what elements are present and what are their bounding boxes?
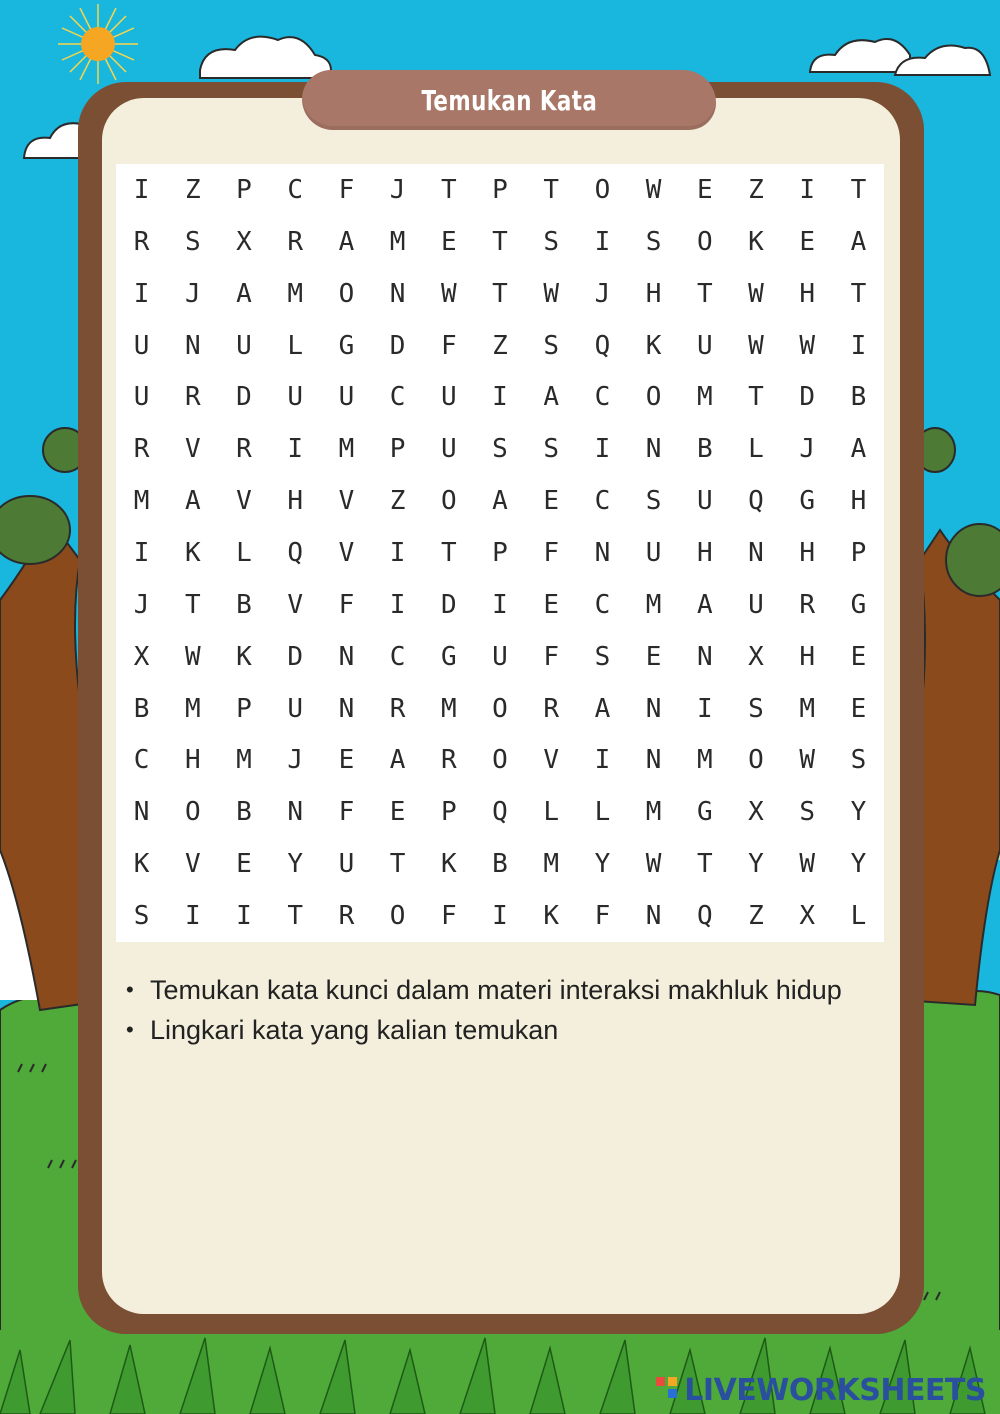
grid-cell[interactable]: F bbox=[543, 641, 560, 672]
grid-cell[interactable]: S bbox=[184, 226, 201, 257]
grid-cell[interactable]: Z bbox=[184, 174, 201, 205]
grid-cell[interactable]: O bbox=[492, 745, 508, 776]
grid-cell[interactable]: A bbox=[338, 226, 355, 257]
grid-cell[interactable]: U bbox=[696, 330, 713, 361]
grid-cell[interactable]: H bbox=[799, 641, 816, 672]
grid-cell[interactable]: H bbox=[799, 278, 816, 309]
grid-cell[interactable]: B bbox=[696, 434, 713, 465]
grid-cell[interactable]: M bbox=[799, 693, 816, 724]
grid-cell[interactable]: C bbox=[594, 486, 611, 517]
grid-cell[interactable]: H bbox=[287, 486, 304, 517]
grid-cell[interactable]: S bbox=[543, 330, 560, 361]
grid-cell[interactable]: W bbox=[748, 278, 764, 309]
grid-cell[interactable]: U bbox=[440, 382, 457, 413]
grid-cell[interactable]: U bbox=[287, 382, 304, 413]
grid-cell[interactable]: R bbox=[389, 693, 406, 724]
grid-row bbox=[116, 371, 884, 423]
grid-row bbox=[116, 838, 884, 890]
grid-cell[interactable]: N bbox=[184, 330, 201, 361]
grid-cell[interactable]: I bbox=[133, 278, 150, 309]
grid-cell[interactable]: N bbox=[645, 901, 662, 932]
grid-cell[interactable]: O bbox=[492, 693, 508, 724]
grid-cell[interactable]: M bbox=[236, 745, 252, 776]
bullet-icon: • bbox=[126, 977, 134, 1002]
grid-cell[interactable]: I bbox=[133, 537, 150, 568]
grid-cell[interactable]: B bbox=[850, 382, 867, 413]
grid-cell[interactable]: L bbox=[287, 330, 304, 361]
grid-cell[interactable]: A bbox=[543, 382, 560, 413]
grid-cell[interactable]: O bbox=[389, 901, 406, 932]
grid-row bbox=[116, 216, 884, 268]
grid-row bbox=[116, 268, 884, 320]
grid-cell[interactable]: F bbox=[338, 589, 355, 620]
grid-cell[interactable]: L bbox=[236, 537, 252, 568]
grid-cell[interactable]: P bbox=[389, 434, 406, 465]
grid-cell[interactable]: C bbox=[594, 589, 611, 620]
grid-cell[interactable]: U bbox=[696, 486, 713, 517]
grid-cell[interactable]: A bbox=[236, 278, 252, 309]
grid-cell[interactable]: V bbox=[287, 589, 304, 620]
grid-cell[interactable]: S bbox=[543, 434, 560, 465]
grid-cell[interactable]: A bbox=[594, 693, 611, 724]
grid-cell[interactable]: Q bbox=[594, 330, 611, 361]
grid-cell[interactable]: P bbox=[440, 797, 457, 828]
grid-cell[interactable]: K bbox=[184, 537, 201, 568]
grid-cell[interactable]: V bbox=[338, 537, 355, 568]
grid-cell[interactable]: N bbox=[287, 797, 304, 828]
grid-cell[interactable]: R bbox=[799, 589, 816, 620]
grid-cell[interactable]: S bbox=[799, 797, 816, 828]
grid-cell[interactable]: K bbox=[748, 226, 764, 257]
grid-cell[interactable]: I bbox=[850, 330, 867, 361]
grid-cell[interactable]: A bbox=[850, 226, 867, 257]
word-search-grid bbox=[116, 164, 884, 942]
grid-cell[interactable]: A bbox=[492, 486, 508, 517]
grid-cell[interactable]: W bbox=[748, 330, 764, 361]
grid-cell[interactable]: P bbox=[492, 537, 508, 568]
grid-cell[interactable]: T bbox=[748, 382, 764, 413]
grid-cell[interactable]: O bbox=[184, 797, 201, 828]
grid-cell[interactable]: W bbox=[440, 278, 457, 309]
grid-cell[interactable]: M bbox=[338, 434, 355, 465]
grid-cell[interactable]: I bbox=[389, 589, 406, 620]
instruction-item bbox=[126, 1010, 870, 1050]
grid-cell[interactable]: B bbox=[133, 693, 150, 724]
page-title: Temukan Kata bbox=[421, 83, 597, 117]
grid-cell[interactable]: I bbox=[696, 693, 713, 724]
grid-cell[interactable]: Y bbox=[850, 797, 867, 828]
grid-cell[interactable]: H bbox=[645, 278, 662, 309]
grid-cell[interactable]: Y bbox=[850, 849, 867, 880]
grid-row bbox=[116, 164, 884, 216]
grid-cell[interactable]: O bbox=[338, 278, 355, 309]
grid-cell[interactable]: L bbox=[748, 434, 764, 465]
liveworksheets-logo-icon bbox=[654, 1375, 680, 1405]
grid-cell[interactable]: E bbox=[236, 849, 252, 880]
grid-cell[interactable]: Q bbox=[492, 797, 508, 828]
grid-cell[interactable]: I bbox=[236, 901, 252, 932]
grid-cell[interactable]: Z bbox=[748, 901, 764, 932]
grid-cell[interactable]: M bbox=[133, 486, 150, 517]
grid-cell[interactable]: N bbox=[748, 537, 764, 568]
grid-cell[interactable]: N bbox=[338, 641, 355, 672]
grid-cell[interactable]: O bbox=[645, 382, 662, 413]
cloud-icon bbox=[200, 37, 331, 78]
grid-cell[interactable]: S bbox=[594, 641, 611, 672]
grid-cell[interactable]: M bbox=[287, 278, 304, 309]
grid-cell[interactable]: U bbox=[338, 382, 355, 413]
grid-cell[interactable]: U bbox=[492, 641, 508, 672]
grid-cell[interactable]: R bbox=[543, 693, 560, 724]
grid-cell[interactable]: L bbox=[543, 797, 560, 828]
grid-cell[interactable]: T bbox=[440, 537, 457, 568]
grid-row bbox=[116, 527, 884, 579]
instructions-list bbox=[126, 970, 870, 1050]
grid-cell[interactable]: E bbox=[338, 745, 355, 776]
grid-cell[interactable]: O bbox=[696, 226, 713, 257]
grid-cell[interactable]: M bbox=[543, 849, 560, 880]
grid-cell[interactable]: T bbox=[492, 278, 508, 309]
grid-cell[interactable]: P bbox=[236, 174, 252, 205]
grid-row bbox=[116, 579, 884, 631]
grid-cell[interactable]: E bbox=[850, 641, 867, 672]
grid-cell[interactable]: Z bbox=[492, 330, 508, 361]
grid-cell[interactable]: T bbox=[696, 849, 713, 880]
grid-cell[interactable]: M bbox=[184, 693, 201, 724]
grid-cell[interactable]: B bbox=[236, 797, 252, 828]
grid-cell[interactable]: U bbox=[236, 330, 252, 361]
grid-cell[interactable]: K bbox=[440, 849, 457, 880]
grid-cell[interactable]: D bbox=[287, 641, 304, 672]
grid-cell[interactable]: S bbox=[492, 434, 508, 465]
grid-cell[interactable]: F bbox=[338, 797, 355, 828]
grid-cell[interactable]: S bbox=[133, 901, 150, 932]
grid-cell[interactable]: N bbox=[389, 278, 406, 309]
grid-row bbox=[116, 423, 884, 475]
grid-cell[interactable]: U bbox=[287, 693, 304, 724]
grid-cell[interactable]: I bbox=[594, 226, 611, 257]
grid-cell[interactable]: V bbox=[184, 849, 201, 880]
grid-cell[interactable]: T bbox=[287, 901, 304, 932]
grid-cell[interactable]: D bbox=[440, 589, 457, 620]
grid-cell[interactable]: A bbox=[389, 745, 406, 776]
grid-cell[interactable]: W bbox=[799, 745, 816, 776]
grid-cell[interactable]: U bbox=[338, 849, 355, 880]
grid-row bbox=[116, 890, 884, 942]
grid-cell[interactable]: R bbox=[440, 745, 457, 776]
grid-cell[interactable]: J bbox=[799, 434, 816, 465]
grid-cell[interactable]: A bbox=[850, 434, 867, 465]
grid-cell[interactable]: H bbox=[850, 486, 867, 517]
grid-cell[interactable]: O bbox=[440, 486, 457, 517]
grid-cell[interactable]: C bbox=[133, 745, 150, 776]
grid-cell[interactable]: T bbox=[184, 589, 201, 620]
grid-cell[interactable]: T bbox=[492, 226, 508, 257]
grid-cell[interactable]: X bbox=[133, 641, 150, 672]
grid-cell[interactable]: L bbox=[594, 797, 611, 828]
grid-cell[interactable]: E bbox=[696, 174, 713, 205]
grid-cell[interactable]: K bbox=[543, 901, 560, 932]
grid-cell[interactable]: J bbox=[594, 278, 611, 309]
grid-cell[interactable]: X bbox=[799, 901, 816, 932]
grid-cell[interactable]: N bbox=[696, 641, 713, 672]
grid-row bbox=[116, 735, 884, 787]
grid-cell[interactable]: U bbox=[133, 330, 150, 361]
grid-cell[interactable]: J bbox=[184, 278, 201, 309]
grid-cell[interactable]: Q bbox=[696, 901, 713, 932]
grid-cell[interactable]: X bbox=[748, 641, 764, 672]
grid-cell[interactable]: B bbox=[236, 589, 252, 620]
grid-cell[interactable]: M bbox=[696, 382, 713, 413]
grid-cell[interactable]: F bbox=[440, 330, 457, 361]
grid-cell[interactable]: O bbox=[748, 745, 764, 776]
grid-cell[interactable]: E bbox=[440, 226, 457, 257]
grid-cell[interactable]: Y bbox=[594, 849, 611, 880]
grid-cell[interactable]: N bbox=[338, 693, 355, 724]
grid-cell[interactable]: X bbox=[236, 226, 252, 257]
grid-cell[interactable]: D bbox=[236, 382, 252, 413]
grid-cell[interactable]: Q bbox=[748, 486, 764, 517]
grid-cell[interactable]: I bbox=[184, 901, 201, 932]
grid-cell[interactable]: E bbox=[850, 693, 867, 724]
grid-cell[interactable]: V bbox=[543, 745, 560, 776]
grid-cell[interactable]: V bbox=[184, 434, 201, 465]
grid-cell[interactable]: G bbox=[696, 797, 713, 828]
grid-cell[interactable]: T bbox=[440, 174, 457, 205]
grid-row bbox=[116, 320, 884, 372]
grid-cell[interactable]: E bbox=[389, 797, 406, 828]
grid-cell[interactable]: K bbox=[645, 330, 662, 361]
grid-cell[interactable]: H bbox=[799, 537, 816, 568]
grid-cell[interactable]: N bbox=[594, 537, 611, 568]
grid-cell[interactable]: I bbox=[799, 174, 816, 205]
grid-cell[interactable]: M bbox=[696, 745, 713, 776]
grid-cell[interactable]: H bbox=[696, 537, 713, 568]
grid-cell[interactable]: I bbox=[594, 745, 611, 776]
grid-cell[interactable]: J bbox=[287, 745, 304, 776]
grid-cell[interactable]: C bbox=[594, 382, 611, 413]
grid-cell[interactable]: E bbox=[645, 641, 662, 672]
grid-cell[interactable]: S bbox=[645, 226, 662, 257]
grid-cell[interactable]: G bbox=[850, 589, 867, 620]
grid-cell[interactable]: F bbox=[543, 537, 560, 568]
instruction-text: Temukan kata kunci dalam materi interaksi makhluk hidup bbox=[150, 975, 842, 1005]
grid-cell[interactable]: J bbox=[389, 174, 406, 205]
grid-cell[interactable]: S bbox=[850, 745, 867, 776]
sun-icon bbox=[58, 4, 138, 84]
grid-cell[interactable]: K bbox=[236, 641, 252, 672]
grid-cell[interactable]: T bbox=[543, 174, 560, 205]
grid-cell[interactable]: R bbox=[287, 226, 304, 257]
grid-cell[interactable]: N bbox=[645, 745, 662, 776]
grid-cell[interactable]: U bbox=[645, 537, 662, 568]
grid-cell[interactable]: C bbox=[389, 641, 406, 672]
instruction-item bbox=[126, 970, 870, 1010]
grid-row bbox=[116, 683, 884, 735]
grid-cell[interactable]: P bbox=[236, 693, 252, 724]
grid-cell[interactable]: M bbox=[645, 589, 662, 620]
grid-cell[interactable]: S bbox=[543, 226, 560, 257]
grid-cell[interactable]: O bbox=[594, 174, 611, 205]
watermark[interactable] bbox=[654, 1370, 986, 1410]
grid-cell[interactable]: I bbox=[492, 382, 508, 413]
grid-cell[interactable]: W bbox=[184, 641, 201, 672]
grid-cell[interactable]: U bbox=[133, 382, 150, 413]
grid-row bbox=[116, 475, 884, 527]
grid-cell[interactable]: P bbox=[850, 537, 867, 568]
grid-cell[interactable]: M bbox=[440, 693, 457, 724]
grid-cell[interactable]: D bbox=[799, 382, 816, 413]
grid-cell[interactable]: R bbox=[184, 382, 201, 413]
grid-cell[interactable]: M bbox=[389, 226, 406, 257]
grid-cell[interactable]: N bbox=[133, 797, 150, 828]
grid-cell[interactable]: H bbox=[184, 745, 201, 776]
grid-cell[interactable]: W bbox=[543, 278, 560, 309]
grid-cell[interactable]: S bbox=[748, 693, 764, 724]
grid-cell[interactable]: G bbox=[799, 486, 816, 517]
grid-cell[interactable]: S bbox=[645, 486, 662, 517]
grid-cell[interactable]: W bbox=[645, 174, 662, 205]
grid-cell[interactable]: U bbox=[440, 434, 457, 465]
grid-cell[interactable]: A bbox=[184, 486, 201, 517]
grid-cell[interactable]: Q bbox=[287, 537, 304, 568]
grid-cell[interactable]: G bbox=[440, 641, 457, 672]
grid-cell[interactable]: W bbox=[799, 330, 816, 361]
grid-cell[interactable]: V bbox=[236, 486, 252, 517]
grid-cell[interactable]: I bbox=[492, 589, 508, 620]
grid-cell[interactable]: B bbox=[492, 849, 508, 880]
grid-cell[interactable]: N bbox=[645, 693, 662, 724]
grid-cell[interactable]: W bbox=[645, 849, 662, 880]
grid-row bbox=[116, 631, 884, 683]
grid-cell[interactable]: J bbox=[133, 589, 150, 620]
grid-cell[interactable]: Y bbox=[287, 849, 304, 880]
grid-cell[interactable]: R bbox=[133, 434, 150, 465]
grid-cell[interactable]: E bbox=[543, 486, 560, 517]
grid-cell[interactable]: G bbox=[338, 330, 355, 361]
grid-cell[interactable]: R bbox=[236, 434, 252, 465]
grid-cell[interactable]: F bbox=[594, 901, 611, 932]
bullet-icon: • bbox=[126, 1017, 134, 1042]
grid-cell[interactable]: Y bbox=[748, 849, 764, 880]
grid-cell[interactable]: E bbox=[543, 589, 560, 620]
grid-cell[interactable]: V bbox=[338, 486, 355, 517]
grid-cell[interactable]: K bbox=[133, 849, 150, 880]
grid-cell[interactable]: C bbox=[389, 382, 406, 413]
watermark-text: LIVEWORKSHEETS bbox=[684, 1372, 986, 1408]
grid-cell[interactable]: P bbox=[492, 174, 508, 205]
grid-cell[interactable]: I bbox=[492, 901, 508, 932]
grid-cell[interactable]: F bbox=[338, 174, 355, 205]
grid-cell[interactable]: A bbox=[696, 589, 713, 620]
grid-cell[interactable]: U bbox=[748, 589, 764, 620]
grid-cell[interactable]: Z bbox=[748, 174, 764, 205]
grid-cell[interactable]: F bbox=[440, 901, 457, 932]
grid-row bbox=[116, 786, 884, 838]
grid-cell[interactable]: E bbox=[799, 226, 816, 257]
title-banner bbox=[302, 70, 716, 130]
grid-cell[interactable]: I bbox=[133, 174, 150, 205]
grid-cell[interactable]: I bbox=[287, 434, 304, 465]
grid-cell[interactable]: T bbox=[850, 174, 867, 205]
grid-cell[interactable]: I bbox=[389, 537, 406, 568]
grid-cell[interactable]: T bbox=[696, 278, 713, 309]
cloud-icon bbox=[810, 39, 990, 75]
grid-cell[interactable]: R bbox=[338, 901, 355, 932]
grid-cell[interactable]: M bbox=[645, 797, 662, 828]
grid-cell[interactable]: C bbox=[287, 174, 304, 205]
grid-cell[interactable]: W bbox=[799, 849, 816, 880]
grid-cell[interactable]: T bbox=[850, 278, 867, 309]
grid-cell[interactable]: Z bbox=[389, 486, 406, 517]
grid-cell[interactable]: L bbox=[850, 901, 867, 932]
grid-cell[interactable]: X bbox=[748, 797, 764, 828]
grid-cell[interactable]: N bbox=[645, 434, 662, 465]
grid-cell[interactable]: R bbox=[133, 226, 150, 257]
instruction-text: Lingkari kata yang kalian temukan bbox=[150, 1015, 559, 1045]
grid-cell[interactable]: D bbox=[389, 330, 406, 361]
grid-cell[interactable]: I bbox=[594, 434, 611, 465]
grid-cell[interactable]: T bbox=[389, 849, 406, 880]
